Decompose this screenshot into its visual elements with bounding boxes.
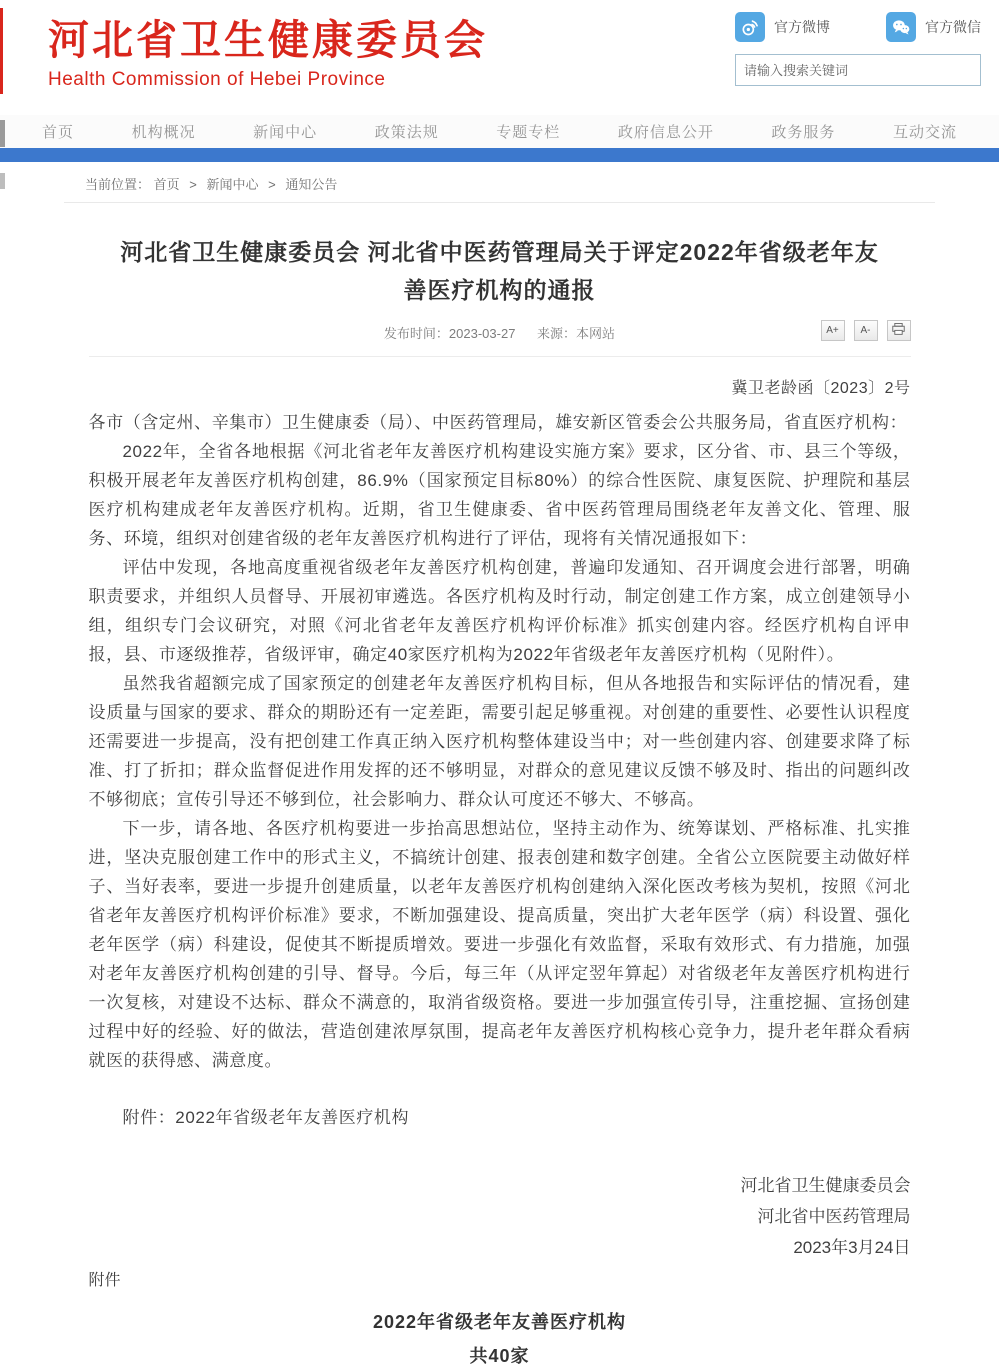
print-button[interactable] [887, 320, 911, 341]
header-right [735, 12, 981, 86]
signature-date: 2023年3月24日 [793, 1238, 911, 1257]
edge-artifact [0, 173, 5, 189]
site-title: 河北省卫生健康委员会 [48, 17, 488, 63]
article-title: 河北省卫生健康委员会 河北省中医药管理局关于评定2022年省级老年友善医疗机构的通报 [120, 239, 879, 303]
breadcrumb-notices[interactable]: 通知公告 [285, 177, 338, 192]
edge-artifact [0, 120, 5, 147]
weibo-label: 官方微博 [774, 19, 830, 35]
search-input[interactable] [736, 55, 980, 85]
appendix-title: 2022年省级老年友善医疗机构 [372, 1312, 627, 1332]
appendix-label: 附件 [88, 1272, 121, 1289]
main-nav [0, 115, 999, 148]
attachment-line: 附件：2022年省级老年友善医疗机构 [122, 1108, 410, 1127]
article-meta [89, 323, 911, 357]
wechat-label: 官方微信 [925, 19, 981, 35]
signature-org-1: 河北省卫生健康委员会 [740, 1176, 911, 1195]
site-header [0, 0, 999, 115]
weibo-link[interactable] [735, 12, 830, 42]
paragraph-2: 评估中发现，各地高度重视省级老年友善医疗机构创建，普遍印发通知、召开调度会进行部署，明确职责要求，并组织人员督导、开展初审遴选。各医疗机构及时行动，制定创建工作方案，成立创建领导小组，组织专门会议研究，对照《河北省老年友善医疗机构评价标准》抓实创建内容。经医疗机构自评申报，县、市逐级推荐，省级评审，确定40家医疗机构为2022年省级老年友善医疗机构（见附件）。 [88, 558, 911, 664]
breadcrumb-news-center[interactable]: 新闻中心 [206, 177, 259, 192]
nav-item-policies[interactable]: 政策法规 [374, 124, 439, 141]
site-subtitle: Health Commission of Hebei Province [48, 69, 386, 90]
divider [64, 202, 935, 203]
article-body [89, 408, 911, 1132]
font-increase-button[interactable]: A+ [821, 320, 845, 341]
nav-accent-bar [0, 148, 999, 162]
wechat-icon [886, 12, 916, 42]
breadcrumb [0, 162, 999, 202]
appendix-count: 共40家 [469, 1346, 530, 1366]
nav-item-about[interactable]: 机构概况 [131, 124, 196, 141]
site-logo[interactable] [48, 16, 488, 91]
article-tools [821, 320, 911, 341]
font-decrease-button[interactable]: A- [854, 320, 878, 341]
social-links [735, 12, 981, 42]
print-icon [892, 323, 905, 338]
signatures [89, 1170, 911, 1263]
article-source: 来源：本网站 [537, 326, 616, 341]
paragraph-1: 2022年，全省各地根据《河北省老年友善医疗机构建设实施方案》要求，区分省、市、县三个等级，积极开展老年友善医疗机构创建，86.9%（国家预定目标80%）的综合性医院、康复医院、护理院和基层医疗机构建成老年友善医疗机构。近期，省卫生健康委、省中医药管理局围绕老年友善文化、管理、服务、环境，组织对创建省级的老年友善医疗机构进行了评估，现将有关情况通报如下： [88, 442, 911, 548]
publish-time: 发布时间：2023-03-27 [383, 326, 516, 341]
nav-item-news-center[interactable]: 新闻中心 [253, 124, 318, 141]
breadcrumb-home[interactable]: 首页 [153, 177, 180, 192]
breadcrumb-separator: > [268, 177, 276, 192]
nav-item-interaction[interactable]: 互动交流 [892, 124, 957, 141]
weibo-icon [735, 12, 765, 42]
breadcrumb-separator: > [189, 177, 197, 192]
wechat-link[interactable] [886, 12, 981, 42]
doc-number: 冀卫老龄函〔2023〕2号 [731, 380, 911, 397]
addressee-line: 各市（含定州、辛集市）卫生健康委（局）、中医药管理局，雄安新区管委会公共服务局，省直医疗机构： [88, 413, 908, 432]
breadcrumb-prefix: 当前位置： [85, 177, 151, 192]
paragraph-3: 虽然我省超额完成了国家预定的创建老年友善医疗机构目标，但从各地报告和实际评估的情况看，建设质量与国家的要求、群众的期盼还有一定差距，需要引起足够重视。对创建的重要性、必要性认识程度还需要进一步提高，没有把创建工作真正纳入医疗机构整体建设当中；对一些创建内容、创建要求降了标准、打了折扣；群众监督促进作用发挥的还不够明显，对群众的意见建议反馈不够及时、指出的问题纠改不够彻底；宣传引导还不够到位，社会影响力、群众认可度还不够大、不够高。 [88, 674, 911, 809]
article [89, 233, 911, 1368]
paragraph-4: 下一步，请各地、各医疗机构要进一步抬高思想站位，坚持主动作为、统筹谋划、严格标准、扎实推进，坚决克服创建工作中的形式主义，不搞统计创建、报表创建和数字创建。全省公立医院要主动做好样子、当好表率，要进一步提升创建质量，以老年友善医疗机构创建纳入深化医改考核为契机，按照《河北省老年友善医疗机构评价标准》要求，不断加强建设、提高质量，突出扩大老年医学（病）科设置、强化老年医学（病）科建设，促使其不断提质增效。要进一步强化有效监督，采取有效形式、有力措施，加强对老年友善医疗机构创建的引导、督导。今后，每三年（从评定翌年算起）对省级老年友善医疗机构进行一次复核，对建设不达标、群众不满意的，取消省级资格。要进一步加强宣传引导，注重挖掘、宣扬创建过程中好的经验、好的做法，营造创建浓厚氛围，提高老年友善医疗机构核心竞争力，提升老年群众看病就医的获得感、满意度。 [88, 819, 911, 1070]
nav-item-special-topics[interactable]: 专题专栏 [496, 124, 561, 141]
nav-item-gov-info[interactable]: 政府信息公开 [617, 124, 714, 141]
search-box [735, 54, 981, 86]
nav-item-gov-services[interactable]: 政务服务 [771, 124, 836, 141]
signature-org-2: 河北省中医药管理局 [757, 1207, 911, 1226]
nav-item-home[interactable]: 首页 [42, 124, 75, 141]
